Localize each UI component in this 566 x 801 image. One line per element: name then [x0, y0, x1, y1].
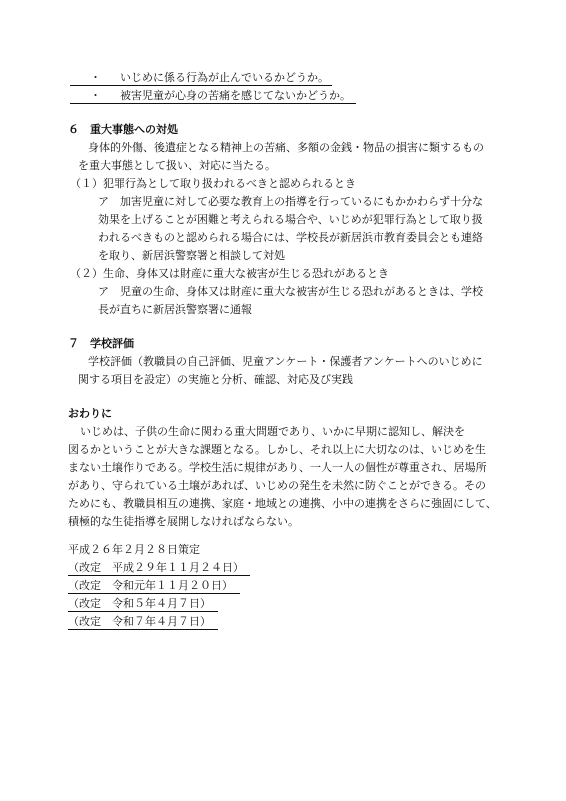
- closing-line: まない土壌作りである。学校生活に規律があり、一人一人の個性が尊重され、居場所: [68, 461, 487, 474]
- section-6-item-1-line: われるべきものと認められる場合には、学校長が新居浜市教育委員会とも連絡: [98, 231, 483, 244]
- bullet-text: いじめに係る行為が止んでいるかどうか。: [120, 71, 329, 84]
- section-7-line: 関する項目を設定）の実施と分析、確認、対応及び実践: [78, 373, 353, 386]
- bullet-mark: ・: [90, 89, 101, 102]
- section-7-line: 学校評価（教職員の自己評価、児童アンケート・保護者アンケートへのいじめに: [88, 355, 483, 368]
- revision-date: （改定 平成２９年１１月２４日）: [68, 562, 250, 576]
- section-6-intro-line: 身体的外傷、後遺症となる精神上の苦痛、多額の金銭・物品の損害に類するもの: [88, 141, 484, 154]
- section-6-item-2-title: （２）生命、身体又は財産に重大な被害が生じる恐れがあるとき: [70, 267, 389, 280]
- closing-heading: おわりに: [68, 407, 112, 420]
- bullet-mark: ・: [90, 71, 101, 84]
- section-6-item-1-title: （１）犯罪行為として取り扱われるべきと認められるとき: [70, 177, 356, 190]
- bullet-item: [70, 72, 332, 86]
- bullet-item: [70, 90, 356, 104]
- section-6-item-1-line: ア 加害児童に対して必要な教育上の指導を行っているにもかかわらず十分な: [98, 195, 483, 208]
- section-7-heading: ７ 学校評価: [68, 337, 134, 350]
- closing-line: 図るかということが大きな課題となる。しかし、それ以上に大切なのは、いじめを生: [68, 443, 486, 456]
- section-6-heading: ６ 重大事態への対処: [68, 123, 178, 136]
- revision-date: （改定 令和５年４月７日）: [68, 598, 218, 612]
- revision-date: （改定 令和７年４月７日）: [68, 616, 218, 630]
- revision-date: （改定 令和元年１１月２０日）: [68, 580, 240, 594]
- closing-line: があり、守られている土壌があれば、いじめの発生を未然に防ぐことができる。その: [68, 479, 486, 492]
- section-6-item-1-line: 効果を上げることが困難と考えられる場合や、いじめが犯罪行為として取り扱: [98, 213, 483, 226]
- section-6-item-2-line: 長が直ちに新居浜警察署に通報: [98, 303, 252, 316]
- section-6-item-1-line: を取り、新居浜警察署と相談して対処: [98, 249, 285, 262]
- established-date: 平成２６年２月２８日策定: [68, 543, 200, 556]
- section-6-item-2-line: ア 児童の生命、身体又は財産に重大な被害が生じる恐れがあるときは、学校: [98, 285, 483, 298]
- section-6-intro-line: を重大事態として扱い、対応に当たる。: [78, 159, 276, 172]
- closing-line: ためにも、教職員相互の連携、家庭・地域との連携、小中の連携をさらに強固にして、: [68, 497, 497, 510]
- bullet-text: 被害児童が心身の苦痛を感じてないかどうか。: [120, 89, 351, 102]
- closing-line: いじめは、子供の生命に関わる重大問題であり、いかに早期に認知し、解決を: [80, 425, 465, 438]
- closing-line: 積極的な生徒指導を展開しなければならない。: [68, 515, 299, 528]
